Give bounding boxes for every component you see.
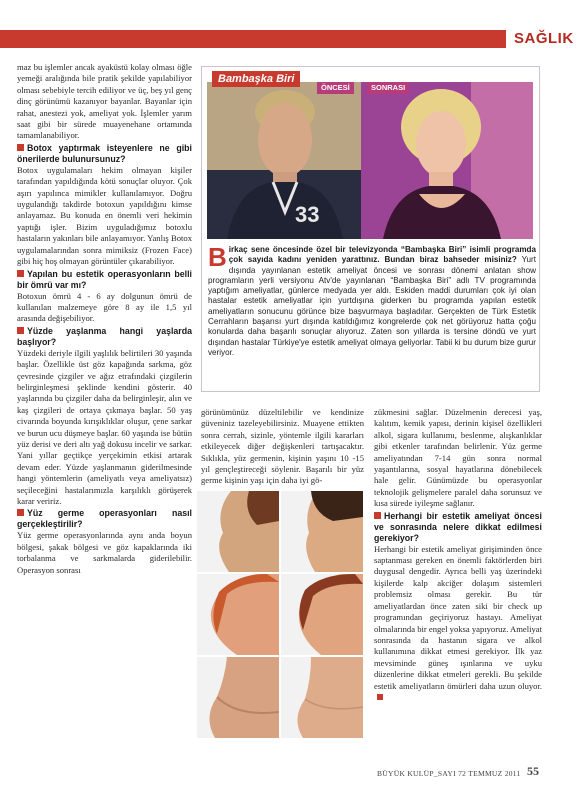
section-header-band — [0, 30, 584, 48]
question-heading: Yüz germe operasyonları nasıl gerçekleştirilir? — [17, 508, 192, 530]
feature-answer: Yurt dışında yayınlanan estetik ameliyat öncesi ve sonrası dönemi anlatan show programların yerli versiyonu Atv'de yayınlanan “Bambaşka Biri” adlı TV programında yaptığım ameliyatlar, günlerce medyada yer aldı. Eskiden maddi durumları çok iyi olan hastalar estetik ameliyatlar için yurtdışına giderken bu programda yapılan estetik ameliyatların sonucunu görünce bize başvurmaya başladılar. Gerçekten de Türk Estetik Cerrahların başarısı yurt dışında katıldığımız kongrelerde çok net görüyoruz hatta çoğu konularda daha başarılı sonuçlar alıyoruz. Zaten son yıllarda is tersine döndü ve yurt dışından hastalar Türkiye'ye estetik ameliyat olmaya geliyorlar. Tabii ki bu durum bize gurur veriyor. — [208, 255, 536, 357]
bullet-square-icon — [17, 509, 24, 516]
paragraph: Botox uygulamaları hekim olmayan kişiler tarafından yapıldığında kötü sonuçlar oluyor. Çok aşırı yapılınca mimikler kullanılamıyor. Doğru uygulandığı takdirde botoxun yapıldığını kimse anlayamaz. Bu konuda en önemli veri hekimin yaptığı işler. Bizim uyguladığımız botoxlu hastaların yakınları bile anlayamıyor. Yanlış Botox uygulamalarından sonra mimiksiz (Frozen Face) gibi hiç hoş olmayan görüntüler çıkarabiliyor. — [17, 164, 192, 267]
page-number: 55 — [527, 764, 539, 778]
bullet-square-icon — [17, 144, 24, 151]
feature-question: irkaç sene öncesinde özel bir televizyonda “Bambaşka Biri” isimli programda çok sayıda kadını yeniden yarattınız. Bundan biraz bahseder misiniz? — [228, 245, 536, 265]
question-heading: Herhangi bir estetik ameliyat öncesi ve sonrasında nelere dikkat edilmesi gerekiyor? — [374, 510, 542, 543]
bullet-square-icon — [17, 270, 24, 277]
grid-photo-5 — [197, 657, 279, 738]
paragraph: zükmesini sağlar. Düzelmenin derecesi yaş, kalıtım, kemik yapısı, derinin kişisel özellikleri alkol, sigara kullanımı, beslenme, alışkanlıklar gibi etkenler tarafından belirlenir. Yüz germe ameliyatından 7-14 gün sonra normal yaşantılarına, sosyal hayatlarına dönebilecek hale gelir. Günümüzde bu operasyonlar teknolojik gelişmelere paralel daha sorunsuz ve kısa sürede iyileşme sağlanır. — [374, 407, 542, 509]
question-heading: Yapılan bu estetik operasyonların belli bir ömrü var mı? — [17, 268, 192, 290]
before-woman-portrait — [207, 82, 361, 239]
text-column-3 — [374, 407, 542, 703]
before-label: ÖNCESİ — [317, 82, 354, 94]
after-photo — [361, 82, 533, 239]
paragraph: Botoxun ömrü 4 - 6 ay dolgunun ömrü de kullanılan malzemeye göre 8 ay ile 1,5 yıl arasında değişebiliyor. — [17, 290, 192, 324]
footer-magazine-issue: BÜYÜK KULÜP_SAYI 72 TEMMUZ 2011 — [377, 769, 521, 778]
grid-photo-2 — [281, 491, 363, 572]
feature-interview — [208, 242, 536, 358]
dropcap: B — [208, 242, 227, 272]
paragraph: Yüzdeki deriyle ilgili yaşlılık belirtileri 30 yaşında başlar. Özellikle üst göz kapağında sarkma, göz çevresinde çizgiler ve ağız etrafındaki çizgilerin belirginleşmesi şeklinde kendini gösterir. 40 yaşlarında bu çizgiler daha da belirginleşir, alın ve kaş çizgileri de ortaya çıkmaya başlar. 50 yaş civarında boyunda kırışıklıklar oluşur, çene sarkar ve burun ucu düşmeye başlar. 60 yaşında ise bütün yüz derisi ve deri altı yağ dokusu incelir ve sarkar. Yani yıllar geçtikçe yerçekimin etkisi artarak devam eder. Yüzde yaşlanmanın giderilmesinde hangi yöntemlerin (ameliyatlı veya ameliyatsız) seçileceğini hastalarımızla karşılıklı görüşerek karar veririz. — [17, 347, 192, 506]
paragraph: Yüz germe operasyonlarında aynı anda boyun bölgesi, şakak bölgesi ve göz kapaklarında iki torbalanma ve sarkmalarda giderilebilir. Operasyon sonrası — [17, 530, 192, 575]
grid-photo-1 — [197, 491, 279, 572]
end-mark-icon — [377, 694, 383, 700]
shirt-number: 33 — [295, 202, 320, 227]
question-heading: Yüzde yaşlanma hangi yaşlarda başlıyor? — [17, 325, 192, 347]
grid-photo-6 — [281, 657, 363, 738]
section-title: SAĞLIK — [506, 26, 584, 52]
bullet-square-icon — [17, 327, 24, 334]
paragraph: maz bu işlemler ancak ayaküstü kolay olması öğle yemeği aralığında bile pratik şekilde yapılabiliyor olması sebebiyle tercih ediliyor ve üç, beş yıl genç dinç görünümü kazanıyor bayanlar. Bayanlar için rahat, anestezi yok, ameliyat yok. İşlemler yarım saat gibi bir sürede muayenehane ortamında tamamlanabiliyor. — [17, 62, 192, 141]
text-column-2 — [201, 407, 364, 487]
before-after-photo-grid — [197, 491, 363, 738]
paragraph: görünümünüz düzeltilebilir ve kendinize güveniniz tazeleyebilirsiniz. Muayene ettikten sonra cerrah, sizinle, yöntemle ilgili kararları etkileyecek diğer değişkenleri tartışacaktır. Sıklıkla, yüz germenin, kişinin yaşını 10 -15 yıl gençleştireceği söylenir. Başarılı bir yüz germe kişinin yaşı için daha iyi gö- — [201, 407, 364, 486]
grid-photo-4 — [281, 574, 363, 655]
before-photo — [207, 82, 361, 239]
bullet-square-icon — [374, 512, 381, 519]
question-heading: Botox yaptırmak isteyenlere ne gibi önerilerde bulunursunuz? — [17, 142, 192, 164]
paragraph: Herhangi bir estetik ameliyat girişiminden önce saptanması gereken en önemli faktörlerden biri duygusal dengedir. Ayrıca belli yaş üzerindeki kişilerde kalp akciğer dolaşım sistemleri problemsiz olması gerekir. Bu tür ameliyatlardan önce zaten siki bir check up programından geçiriyoruz hastayı. Ameliyat olmalarında bir engel yoksa yapıyoruz. Ameliyat sonrasında da hastanın sigara ve alkol kullanımına dikkat etmesi gerekiyor. İlk yaz mevsiminde güneş ışınlarına ve uyku düzenlerine dikkat etmeleri gerekli. Bu şekilde estetik ameliyatların ömürleri daha uzun oluyor. — [374, 544, 542, 704]
after-woman-portrait — [361, 82, 533, 239]
feature-box — [201, 66, 540, 392]
text-column-1 — [17, 62, 192, 576]
after-label: SONRASI — [367, 82, 409, 94]
feature-tag: Bambaşka Biri — [212, 71, 300, 87]
grid-photo-3 — [197, 574, 279, 655]
